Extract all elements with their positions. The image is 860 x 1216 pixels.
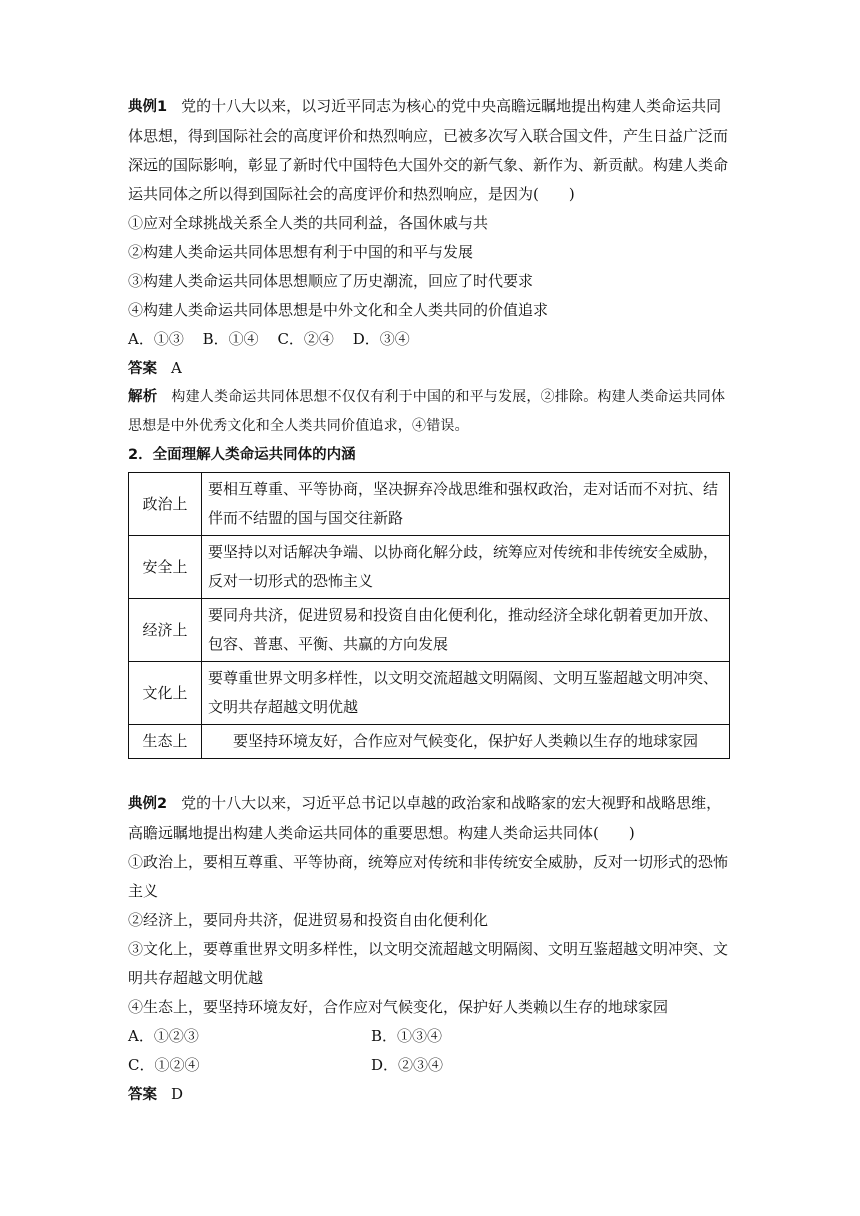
example2-answer	[128, 1080, 734, 1109]
example2-stem-text: 党的十八大以来，习近平总书记以卓越的政治家和战略家的宏大视野和战略思维，高瞻远瞩地提出构建人类命运共同体的重要思想。构建人类命运共同体( )	[128, 794, 722, 842]
example2-choice-c: C．①②④	[128, 1056, 200, 1074]
table-row	[129, 599, 730, 662]
example2-option-2: ②经济上，要同舟共济，促进贸易和投资自由化便利化	[128, 911, 489, 929]
example2-stem	[128, 789, 734, 848]
example2-answer-label: 答案	[128, 1087, 157, 1103]
table-row	[129, 662, 730, 725]
example1-choice-b: B．①④	[202, 330, 259, 348]
example1-option-1: ①应对全球挑战关系全人类的共同利益，各国休戚与共	[128, 214, 489, 232]
example1-answer	[128, 354, 734, 383]
spacer	[128, 767, 734, 789]
example1-analysis	[128, 383, 734, 441]
table-row-content: 要坚持以对话解决争端、以协商化解分歧，统筹应对传统和非传统安全威胁，反对一切形式的恐怖主义	[202, 536, 730, 599]
example1-option-2: ②构建人类命运共同体思想有利于中国的和平与发展	[128, 243, 474, 261]
example1-stem	[128, 92, 734, 209]
table-row	[129, 473, 730, 536]
example2-label: 典例2	[128, 796, 168, 812]
example1-answer-label: 答案	[128, 361, 157, 377]
example2-option-4: ④生态上，要坚持环境友好，合作应对气候变化，保护好人类赖以生存的地球家园	[128, 998, 669, 1016]
example2-option-3: ③文化上，要尊重世界文明多样性，以文明交流超越文明隔阂、文明互鉴超越文明冲突、文明共存超越文明优越	[128, 940, 729, 987]
table-row	[129, 725, 730, 759]
example1-choice-a: A．①③	[128, 330, 184, 348]
table-row-head: 生态上	[129, 725, 202, 759]
table-row-head: 安全上	[129, 536, 202, 599]
table-row-content: 要尊重世界文明多样性，以文明交流超越文明隔阂、文明互鉴超越文明冲突、文明共存超越文明优越	[202, 662, 730, 725]
example2-option-1: ①政治上，要相互尊重、平等协商，统筹应对传统和非传统安全威胁，反对一切形式的恐怖主义	[128, 853, 729, 900]
example1-analysis-label: 解析	[128, 389, 158, 405]
table-row-content: 要相互尊重、平等协商，坚决摒弃冷战思维和强权政治，走对话而不对抗、结伴而不结盟的国与国交往新路	[202, 473, 730, 536]
example2-choice-d: D．②③④	[371, 1056, 444, 1074]
example2-answer-value: D	[171, 1085, 184, 1103]
section2-heading: 2．全面理解人类命运共同体的内涵	[128, 447, 356, 463]
table-row-head: 政治上	[129, 473, 202, 536]
table-row-head: 文化上	[129, 662, 202, 725]
example1-choice-d: D．③④	[352, 330, 410, 348]
example1-label: 典例1	[128, 99, 168, 115]
table-row-content: 要同舟共济，促进贸易和投资自由化便利化，推动经济全球化朝着更加开放、包容、普惠、平衡、共赢的方向发展	[202, 599, 730, 662]
example1-answer-value: A	[171, 359, 182, 377]
example1-stem-text: 党的十八大以来，以习近平同志为核心的党中央高瞻远瞩地提出构建人类命运共同体思想，得到国际社会的高度评价和热烈响应，已被多次写入联合国文件，产生日益广泛而深远的国际影响，彰显了新时代中国特色大国外交的新气象、新作为、新贡献。构建人类命运共同体之所以得到国际社会的高度评价和热烈响应，是因为( )	[128, 97, 729, 203]
table-row	[129, 536, 730, 599]
example1-analysis-text: 构建人类命运共同体思想不仅仅有利于中国的和平与发展，②排除。构建人类命运共同体思想是中外优秀文化和全人类共同价值追求，④错误。	[128, 389, 726, 434]
table-row-head: 经济上	[129, 599, 202, 662]
example1-option-4: ④构建人类命运共同体思想是中外文化和全人类共同的价值追求	[128, 301, 549, 319]
example2-choices-row1	[128, 1022, 734, 1051]
example1-choice-c: C．②④	[277, 330, 334, 348]
example1-option-3: ③构建人类命运共同体思想顺应了历史潮流，回应了时代要求	[128, 272, 534, 290]
example2-choice-b: B．①③④	[371, 1027, 443, 1045]
connotation-table	[128, 472, 730, 759]
example1-choices	[128, 325, 734, 354]
example2-choices-row2	[128, 1051, 734, 1080]
table-row-content: 要坚持环境友好，合作应对气候变化，保护好人类赖以生存的地球家园	[202, 725, 730, 759]
example2-choice-a: A．①②③	[128, 1027, 199, 1045]
document-page	[128, 92, 734, 1109]
